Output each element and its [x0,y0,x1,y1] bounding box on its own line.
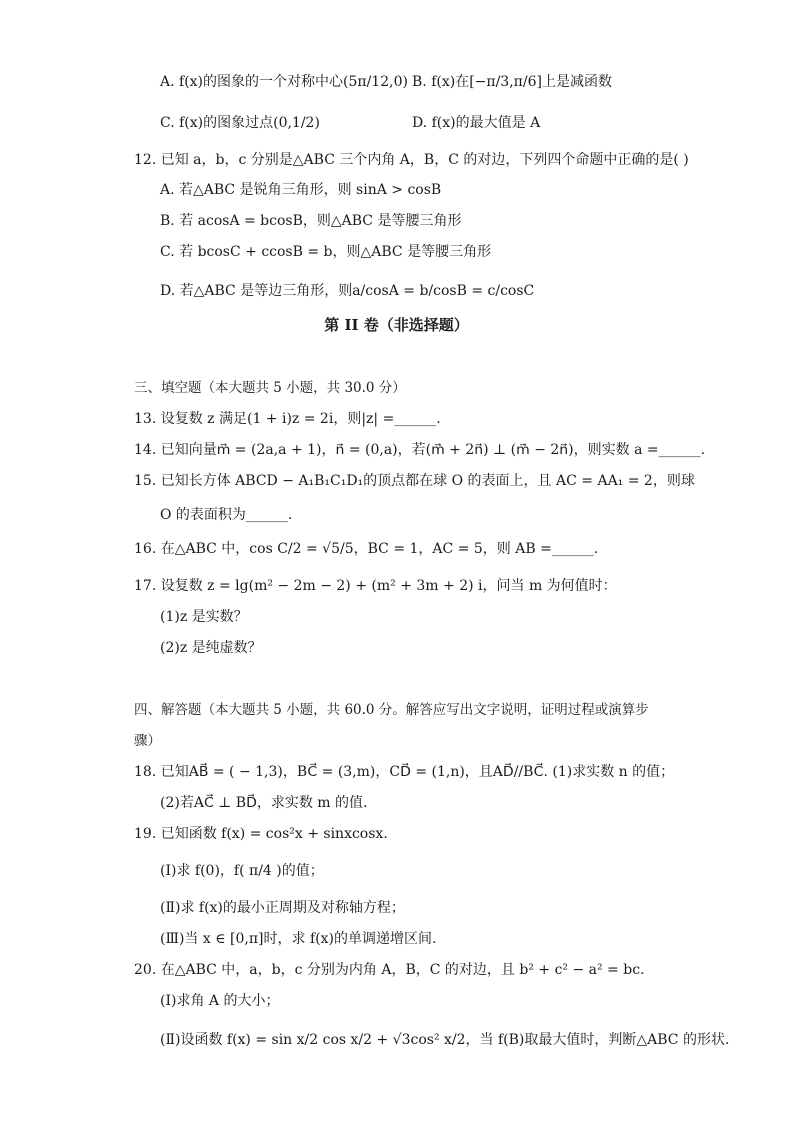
q12-option-c: C. 若 bcosC + ccosB = b，则△ABC 是等腰三角形 [160,244,492,260]
q13: 13. 设复数 z 满足(1 + i)z = 2i，则|z| =______. [134,411,441,427]
q19-part3: (Ⅲ)当 x ∈ [0,π]时，求 f(x)的单调递增区间. [160,931,437,947]
q14: 14. 已知向量m⃗ = (2a,a + 1)，n⃗ = (0,a)，若(m⃗ + 2n⃗) ⊥ (m⃗ − 2n⃗)，则实数 a =______. [134,442,706,458]
q20-part1: (Ⅰ)求角 A 的大小； [160,993,280,1009]
q18-line2: (2)若AC⃗ ⊥ BD⃗，求实数 m 的值. [160,795,368,811]
q16: 16. 在△ABC 中，cos C/2 = √5/5，BC = 1，AC = 5，则 AB =______. [134,541,599,557]
section4-title-line2: 骤） [134,733,161,749]
q12-option-d: D. 若△ABC 是等边三角形，则a/cosA = b/cosB = c/cosC [160,283,535,299]
q19: 19. 已知函数 f(x) = cos²x + sinxcosx. [134,826,388,842]
q11-option-b: B. f(x)在[−π/3,π/6]上是减函数 [412,74,612,90]
section4-title-line1: 四、解答题（本大题共 5 小题，共 60.0 分。解答应写出文字说明，证明过程或演算步 [134,702,649,718]
q12-option-b: B. 若 acosA = bcosB，则△ABC 是等腰三角形 [160,213,462,229]
part2-title: 第 II 卷（非选择题） [324,316,469,334]
q19-part1: (Ⅰ)求 f(0)，f( π/4 )的值； [160,863,324,879]
q12-stem: 12. 已知 a，b，c 分别是△ABC 三个内角 A，B，C 的对边，下列四个命题中正确的是( ) [134,152,689,168]
q15-line1: 15. 已知长方体 ABCD − A₁B₁C₁D₁的顶点都在球 O 的表面上，且 AC = AA₁ = 2，则球 [134,473,695,489]
q11-option-a: A. f(x)的图象的一个对称中心(5π/12,0) [160,74,408,90]
q19-part2: (Ⅱ)求 f(x)的最小正周期及对称轴方程； [160,900,405,916]
q12-option-a: A. 若△ABC 是锐角三角形，则 sinA > cosB [160,182,442,198]
section3-title: 三、填空题（本大题共 5 小题，共 30.0 分） [134,380,406,396]
q20-part2: (Ⅱ)设函数 f(x) = sin x/2 cos x/2 + √3cos² x/2，当 f(B)取最大值时，判断△ABC 的形状. [160,1032,730,1048]
q18-line1: 18. 已知AB⃗ = ( − 1,3)，BC⃗ = (3,m)，CD⃗ = (1,n)，且AD⃗//BC⃗. (1)求实数 n 的值； [134,764,675,780]
q11-option-d: D. f(x)的最大值是 A [412,115,541,131]
q17-part1: (1)z 是实数？ [160,609,248,625]
q20: 20. 在△ABC 中，a，b，c 分别为内角 A，B，C 的对边，且 b² + c² − a² = bc. [134,962,645,978]
q17: 17. 设复数 z = lg(m² − 2m − 2) + (m² + 3m + 2) i，问当 m 为何值时： [134,578,617,594]
q11-option-c: C. f(x)的图象过点(0,1/2) [160,115,320,131]
q15-line2: O 的表面积为______. [160,507,293,523]
q17-part2: (2)z 是纯虚数？ [160,640,262,656]
